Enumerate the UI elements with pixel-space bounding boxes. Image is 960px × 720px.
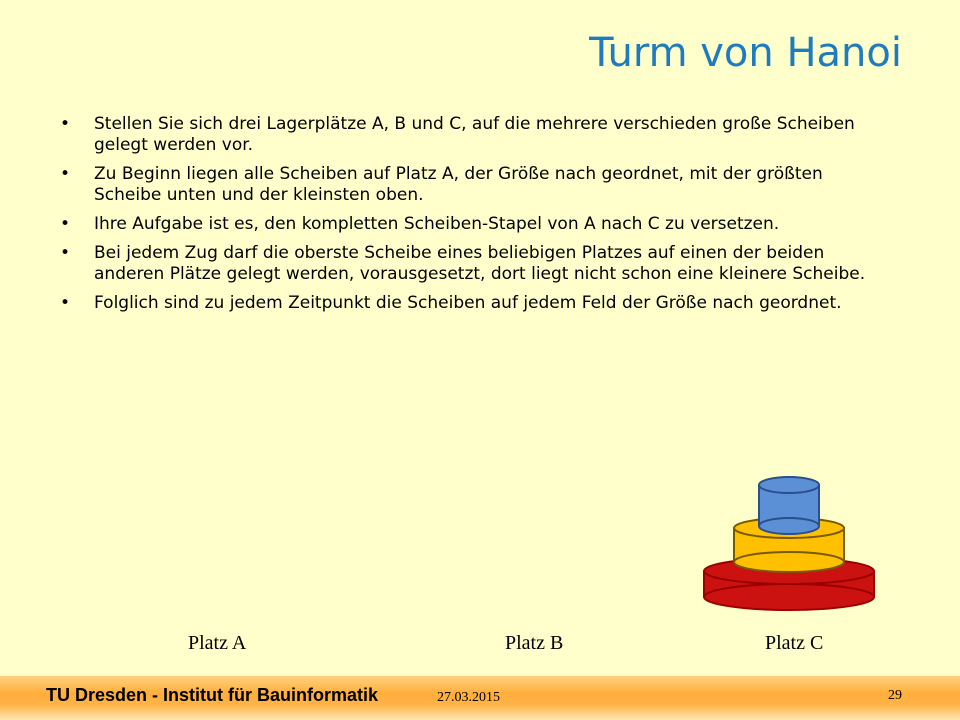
slide-title: Turm von Hanoi (589, 30, 902, 76)
footer-institution: TU Dresden - Institut für Bauinformatik (46, 685, 379, 705)
bullet-dot: • (60, 114, 71, 134)
bullet-text: Ihre Aufgabe ist es, den kompletten Scheiben-Stapel von A nach C zu versetzen. (94, 214, 780, 234)
place-label-b: Platz B (505, 632, 564, 654)
bullet-text: Folglich sind zu jedem Zeitpunkt die Scheiben auf jedem Feld der Größe nach geordnet. (94, 293, 842, 313)
small-disc (759, 477, 819, 534)
place-label-c: Platz C (765, 632, 824, 654)
bullet-text: Bei jedem Zug darf die oberste Scheibe eines beliebigen Platzes auf einen der beiden anderen Plätze gelegt werden, vorausgesetzt, dort liegt nicht schon eine kleinere Scheibe. (94, 243, 866, 284)
bullet-dot: • (60, 164, 71, 184)
bullet-text: Zu Beginn liegen alle Scheiben auf Platz A, der Größe nach geordnet, mit der größten Scheibe unten und der kleinsten oben. (94, 164, 823, 205)
footer-date: 27.03.2015 (437, 690, 500, 705)
bullet-text: Stellen Sie sich drei Lagerplätze A, B und C, auf die mehrere verschieden große Scheiben gelegt werden vor. (94, 114, 855, 155)
bullet-dot: • (60, 243, 71, 263)
bullet-dot: • (60, 214, 71, 234)
place-label-a: Platz A (188, 632, 247, 654)
page-number: 29 (888, 688, 902, 703)
bullet-dot: • (60, 293, 71, 313)
